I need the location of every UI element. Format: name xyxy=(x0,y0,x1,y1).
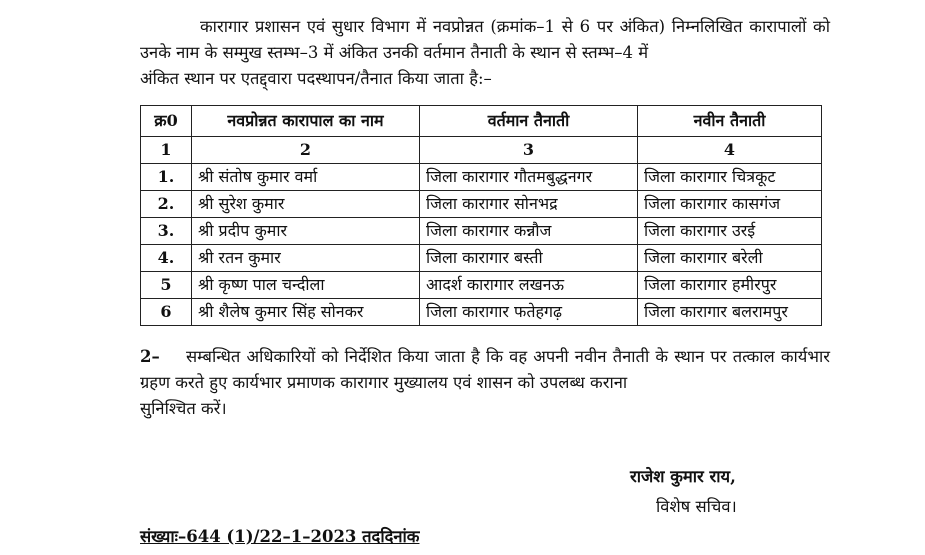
row-serial: 2. xyxy=(141,191,192,218)
row-serial: 5 xyxy=(141,272,192,299)
row-serial: 6 xyxy=(141,299,192,326)
row-new-posting: जिला कारागार चित्रकूट xyxy=(638,164,822,191)
table-row xyxy=(141,245,822,272)
row-name: श्री प्रदीप कुमार xyxy=(192,218,420,245)
row-new-posting: जिला कारागार बरेली xyxy=(638,245,822,272)
column-number: 3 xyxy=(420,137,638,164)
paragraph-2-line-3: सुनिश्चित करें। xyxy=(140,399,227,418)
row-name: श्री सुरेश कुमार xyxy=(192,191,420,218)
table-row xyxy=(141,299,822,326)
row-current-posting: जिला कारागार फतेहगढ़ xyxy=(420,299,638,326)
row-serial: 1. xyxy=(141,164,192,191)
table-row xyxy=(141,218,822,245)
column-number: 4 xyxy=(638,137,822,164)
row-new-posting: जिला कारागार हमीरपुर xyxy=(638,272,822,299)
column-number: 2 xyxy=(192,137,420,164)
table-header-row xyxy=(141,106,822,137)
signatory-designation: विशेष सचिव। xyxy=(656,497,737,516)
table-row xyxy=(141,191,822,218)
row-serial: 3. xyxy=(141,218,192,245)
paragraph-2-line-1: सम्बन्धित अधिकारियों को निर्देशित किया जाता है कि वह अपनी नवीन तैनाती के स्थान पर xyxy=(186,347,727,366)
header-name: नवप्रोन्नत कारापाल का नाम xyxy=(192,106,420,137)
signature-block xyxy=(630,462,737,522)
row-current-posting: आदर्श कारागार लखनऊ xyxy=(420,272,638,299)
column-number-row xyxy=(141,137,822,164)
table-row xyxy=(141,272,822,299)
posting-table xyxy=(140,105,822,326)
reference-number: संख्याः–644 (1)/22–1–2023 तददिनांक xyxy=(140,527,420,546)
row-current-posting: जिला कारागार बस्ती xyxy=(420,245,638,272)
header-serial: क्र0 xyxy=(141,106,192,137)
row-new-posting: जिला कारागार कासगंज xyxy=(638,191,822,218)
order-paragraph-1 xyxy=(140,14,830,92)
paragraph-1-line-1: कारागार प्रशासन एवं सुधार विभाग में नवप्रोन्नत (क्रमांक–1 से 6 पर अंकित) निम्नलिखित xyxy=(200,17,743,36)
paragraph-1-line-2: कारापालों को उनके नाम के सम्मुख स्तम्भ–3 में अंकित उनकी वर्तमान तैनाती के स्थान से स्तम्भ–4 में xyxy=(140,17,830,62)
row-name: श्री संतोष कुमार वर्मा xyxy=(192,164,420,191)
signatory-name: राजेश कुमार राय, xyxy=(630,467,736,486)
row-name: श्री शैलेष कुमार सिंह सोनकर xyxy=(192,299,420,326)
row-current-posting: जिला कारागार सोनभद्र xyxy=(420,191,638,218)
row-name: श्री रतन कुमार xyxy=(192,245,420,272)
row-serial: 4. xyxy=(141,245,192,272)
paragraph-2-line-2: तत्काल कार्यभार ग्रहण करते हुए कार्यभार प्रमाणक कारागार मुख्यालय एवं शासन को उपलब्ध कराना xyxy=(140,347,831,392)
row-current-posting: जिला कारागार गौतमबुद्धनगर xyxy=(420,164,638,191)
order-paragraph-2 xyxy=(140,344,830,422)
row-current-posting: जिला कारागार कन्नौज xyxy=(420,218,638,245)
header-new-posting: नवीन तैनाती xyxy=(638,106,822,137)
row-new-posting: जिला कारागार उरई xyxy=(638,218,822,245)
row-name: श्री कृष्ण पाल चन्दीला xyxy=(192,272,420,299)
paragraph-1-line-3: अंकित स्थान पर एतद्द्वारा पदस्थापन/तैनात किया जाता है:– xyxy=(140,69,492,88)
paragraph-2-number: 2– xyxy=(140,347,160,366)
header-current-posting: वर्तमान तैनाती xyxy=(420,106,638,137)
row-new-posting: जिला कारागार बलरामपुर xyxy=(638,299,822,326)
column-number: 1 xyxy=(141,137,192,164)
table-row xyxy=(141,164,822,191)
